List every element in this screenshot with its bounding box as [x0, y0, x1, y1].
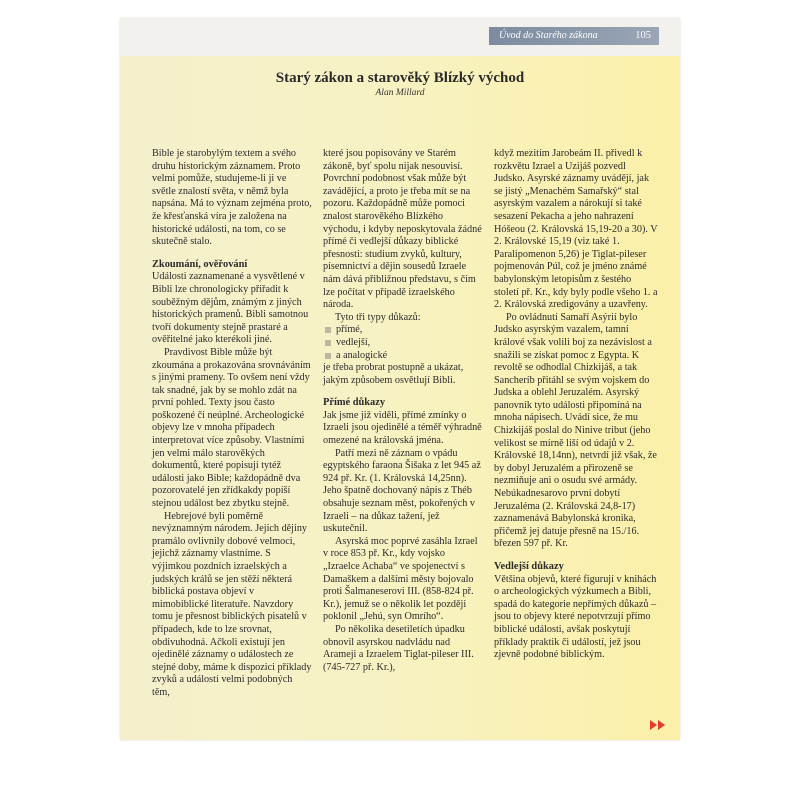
article-author: Alan Millard	[375, 88, 425, 98]
paragraph: je třeba probrat postupně a ukázat, jakým způsobem osvětlují Bibli.	[323, 362, 464, 386]
paragraph: Většina objevů, které figurují v knihách o archeologických výzkumech a Bibli, spadá do kategorie nepřímých důkazů – jsou to objevy které nepotvrzují přímo biblické události, avšak poskytují příklady praktik či událostí, jež jsou zjevně podobné biblickým.	[494, 573, 657, 661]
evidence-list	[323, 324, 483, 362]
square-bullet-icon	[325, 327, 331, 333]
list-item	[323, 350, 483, 363]
double-triangle-right-icon[interactable]	[650, 717, 668, 729]
running-title: Úvod do Starého zákona	[499, 30, 598, 41]
paragraph: Jak jsme již viděli, přímé zmínky o Izraeli jsou ojedinělé a téměř výhradně omezené na královská jména.	[323, 409, 482, 447]
section-heading: Vedlejší důkazy	[494, 561, 564, 572]
paragraph: Tyto tři typy důkazů:	[335, 311, 421, 323]
square-bullet-icon	[325, 353, 331, 359]
paragraph: Po ovládnutí Samaří Asýrií bylo Judsko asyrským vazalem, tamní králové však volili boj za nezávislost a snažili se získat pomoc z Egypta. K revoltě se odhodlal Chizkijáš, a tak Sancheríb přitáhl se svým vojskem do Judska a oblehl Jeruzalém. Asyrský panovník tyto události připomíná na mnoha nápisech. Uvádí sice, že mu Chizkijáš poslal do Ninive tribut (jeho velikost se mírně liší od údajů v 2. Královské 18,14nn), netvrdí již však, že by dobyl Jeruzalém a přirozeně se nezmiňuje ani o osudu své armády. Nebúkadnesarovo první dobytí Jeruzaléma (2. Královská 24,8-17) zaznamenává Babylonská kronika, přičemž jej datuje přesně na 15./16. březen 597 př. Kr.	[494, 311, 657, 550]
paragraph: Asyrská moc poprvé zasáhla Izrael v roce 853 př. Kr., kdy vojsko „Izraelce Achaba“ ve spojenectví s Damaškem a dalšími městy bojovalo proti Šalmaneserovi III. (858-824 př. Kr.), jemuž se o několik let později poklonil „Jehú, syn Omrího“.	[323, 535, 478, 623]
paragraph: Události zaznamenané a vysvětlené v Bibli lze chronologicky přiřadit k souběžným dějům, známým z jiných historických pramenů. Bibli samotnou tvoří dokumenty stejně prastaré a ověřitelné jako kterékoli jiné.	[152, 271, 309, 346]
list-item-text: vedlejší,	[336, 336, 371, 348]
square-bullet-icon	[325, 340, 331, 346]
section-heading: Přímé důkazy	[323, 397, 386, 409]
column-3	[494, 148, 658, 662]
book-page	[120, 18, 680, 740]
paragraph: Po několika desetiletích úpadku obnovil asyrskou nadvládu nad Arameji a Izraelem Tiglat-pileser III. (745-727 př. Kr.),	[323, 623, 474, 673]
running-head	[489, 27, 659, 45]
column-1	[152, 148, 312, 700]
section-heading: Zkoumání, ověřování	[152, 258, 248, 270]
paragraph: Hebrejové byli poměrně nevýznamným národem. Jejich dějiny pramálo ovlivnily dobové velmoci, jejichž záznamy vlastníme. S výjimkou pozdních izraelských a judských králů se jen stěží některá biblická postava objeví v mimobiblické literatuře. Navzdory tomu je přesnost biblických pisatelů v případech, kde to lze srovnat, obdivuhodná. Ačkoli existují jen ojedinělé záznamy o událostech ze stejné doby, máme k dispozici příklady zvyků a událostí velmi podobných těm,	[152, 510, 312, 698]
article-title: Starý zákon a starověký Blízký východ	[275, 70, 525, 86]
paragraph: Pravdivost Bible může být zkoumána a prokazována srovnáváním s jinými prameny. To ovšem není vždy tak snadné, jak by se mohlo zdát na první pohled. Texty jsou často poškozené či neúplné. Archeologické objevy lze v mnoha případech interpretovat více způsoby. Vlastními jen velmi málo starověkých dokumentů, které popisují tytéž události jako Bible; každopádně dva pozorovatelé jen zřídkakdy popíší stejnou událost bez zbytku stejně.	[152, 346, 311, 510]
intro-paragraph: Bible je starobylým textem a svého druhu historickým záznamem. Proto velmi pomůže, studujeme-li ji ve světle znalostí světa, v němž byla napsána. Má to význam zejména proto, že křesťanská víra je založena na historické události, na tom, co se skutečně stalo.	[152, 148, 312, 248]
page-number: 105	[635, 30, 651, 41]
paragraph: Patří mezi ně záznam o vpádu egyptského faraona Šišaka z let 945 až 924 př. Kr. (1. Královská 14,25nn). Jeho špatně dochovaný nápis z Théb obsahuje seznam měst, pokořených v Izraeli – na důkaz tažení, jež uskutečnil.	[323, 447, 481, 535]
list-item-text: a analogické	[336, 349, 388, 361]
paragraph: které jsou popisovány ve Starém zákoně, byť spolu nijak nesouvisí. Povrchní podobnost však může být zavádějící, a proto je třeba mít se na pozoru. Každopádně může pomoci znalost starověkého Blízkého východu, i kdyby neposkytovala žádné přímé či vedlejší důkazy biblické přesnosti: studium zvyků, kultury, písemnictví a dějin sousedů Izraele nám dává přibližnou představu, s čím lze počítat v případě izraelského národa.	[323, 148, 482, 311]
list-item	[323, 337, 483, 350]
list-item	[323, 324, 483, 337]
list-item-text: přímé,	[336, 324, 363, 336]
paragraph: když mezitím Jarobeám II. přivedl k rozkvětu Izrael a Uzijáš pozvedl Judsko. Asyrské záznamy uvádějí, jak se jistý „Menachém Samařský“ stal asyrským vazalem a nárokují si také sesazení Pekacha a jeho nahrazení Hóšeou (2. Královská 15,19-20 a 30). V 2. Královské 15,19 (viz také 1. Paralipomenon 5,26) je Tiglat-pileser pojmenován Púl, což je jméno známé babylonským letopisům z šestého století př. Kr., kdy byly podle všeho 1. a 2. Královská zredigovány a uzavřeny.	[494, 148, 658, 311]
column-2	[323, 148, 483, 674]
